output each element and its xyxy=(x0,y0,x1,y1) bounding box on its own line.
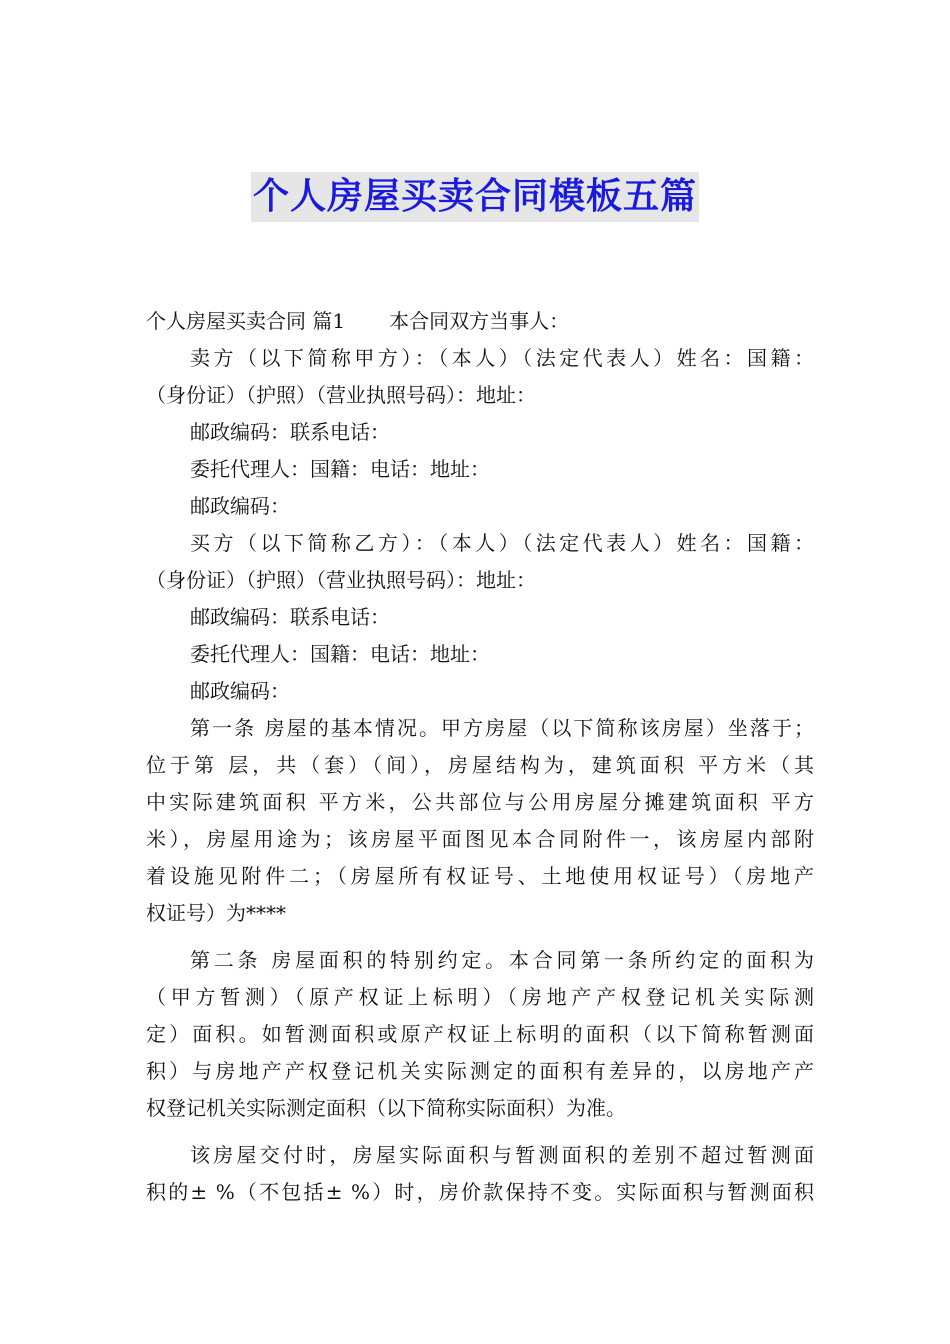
article-2-line-5: 权登记机关实际测定面积（以下简称实际面积）为准。 xyxy=(146,1096,626,1120)
article-2-line-2: （甲方暂测）（原产权证上标明）（房地产产权登记机关实际测 xyxy=(146,985,814,1009)
article-2-line-1: 第二条 房屋面积的特别约定。本合同第一条所约定的面积为 xyxy=(190,948,814,972)
article-2-line-4: 积）与房地产产权登记机关实际测定的面积有差异的，以房地产产 xyxy=(146,1059,814,1083)
seller-name-line: 卖方（以下简称甲方）：（本人）（法定代表人）姓名：国籍： xyxy=(190,346,814,370)
seller-agent-postcode-line: 邮政编码： xyxy=(190,494,290,518)
buyer-postcode-line: 邮政编码：联系电话： xyxy=(190,605,390,629)
intro-line xyxy=(146,303,814,340)
seller-postcode-line: 邮政编码：联系电话： xyxy=(190,420,390,444)
buyer-agent-postcode-line: 邮政编码： xyxy=(190,679,290,703)
article-1-line-6: 权证号）为**** xyxy=(146,901,286,925)
article-1-line-2: 位于第 层，共（套）（间），房屋结构为，建筑面积 平方米（其 xyxy=(146,753,814,777)
article-2-line-3: 定）面积。如暂测面积或原产权证上标明的面积（以下简称暂测面 xyxy=(146,1022,814,1046)
document-title: 个人房屋买卖合同模板五篇 xyxy=(251,172,699,222)
buyer-name-line: 买方（以下简称乙方）：（本人）（法定代表人）姓名：国籍： xyxy=(190,531,814,555)
article-1-line-4: 米），房屋用途为；该房屋平面图见本合同附件一，该房屋内部附 xyxy=(146,827,814,851)
buyer-agent-line: 委托代理人：国籍：电话：地址： xyxy=(190,642,490,666)
article-1-line-3: 中实际建筑面积 平方米，公共部位与公用房屋分摊建筑面积 平方 xyxy=(146,790,814,814)
parties-label: 本合同双方当事人： xyxy=(389,309,570,333)
delivery-line-2: 积的± %（不包括± %）时，房价款保持不变。实际面积与暂测面积 xyxy=(146,1180,814,1204)
buyer-id-line: （身份证）（护照）（营业执照号码）：地址： xyxy=(146,568,536,592)
article-1-line-5: 着设施见附件二；（房屋所有权证号、土地使用权证号）（房地产 xyxy=(146,864,814,888)
seller-agent-line: 委托代理人：国籍：电话：地址： xyxy=(190,457,490,481)
document-body xyxy=(146,303,814,1211)
seller-id-line: （身份证）（护照）（营业执照号码）：地址： xyxy=(146,383,536,407)
section-heading: 个人房屋买卖合同 篇1 xyxy=(146,309,346,333)
title-container xyxy=(0,172,950,222)
delivery-line-1: 该房屋交付时，房屋实际面积与暂测面积的差别不超过暂测面 xyxy=(190,1143,814,1167)
article-1-line-1: 第一条 房屋的基本情况。甲方房屋（以下简称该房屋）坐落于； xyxy=(190,716,814,740)
